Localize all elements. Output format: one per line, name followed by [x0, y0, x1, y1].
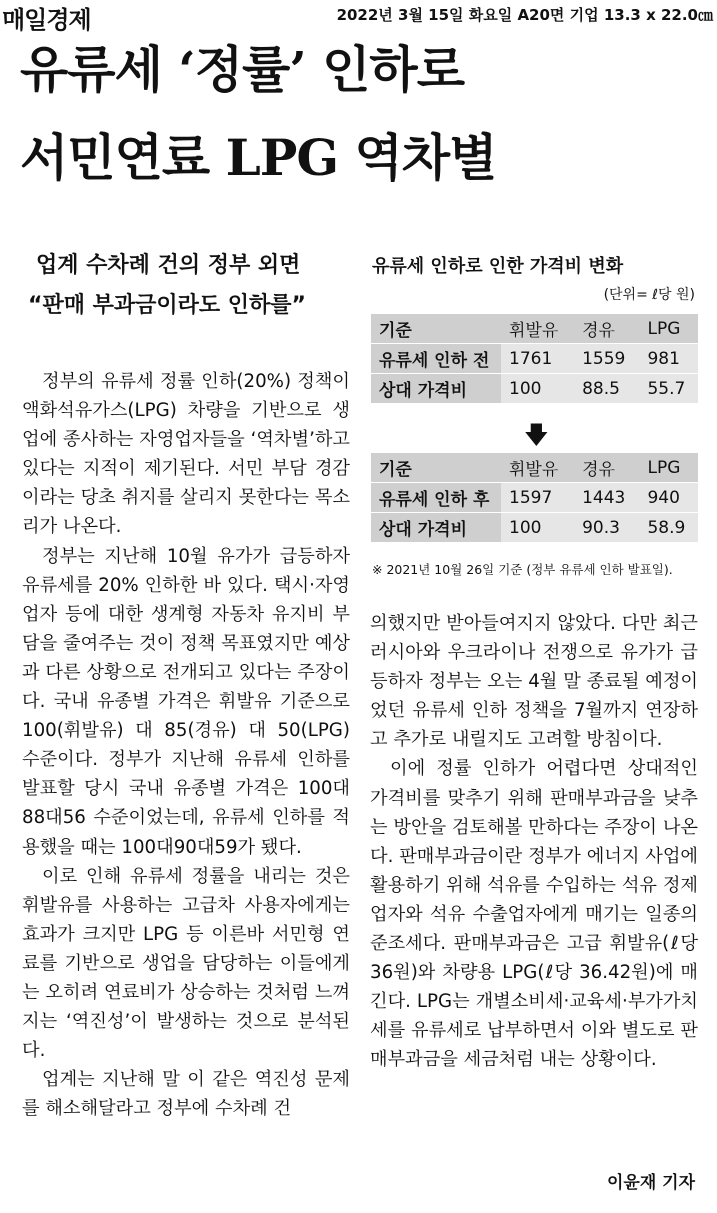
paragraph: 정부의 유류세 정률 인하(20%) 정책이 액화석유가스(LPG) 차량을 기반으로 생업에 종사하는 자영업자들을 ‘역차별’하고 있다는 지적이 제기된다. 서민 부담 경감이라는 당초 취지를 살리지 못한다는 목소리가 나온다. [22, 371, 350, 538]
byline: 이윤재 기자 [606, 1173, 695, 1193]
table-header-cell: 휘발유 [501, 314, 574, 344]
article-column-2 [370, 609, 698, 1075]
table-cell: 상대 가격비 [371, 513, 501, 543]
down-arrow-icon: 🡇 [524, 421, 549, 449]
table-header-cell: 기준 [371, 453, 501, 483]
table-cell: 유류세 인하 후 [371, 483, 501, 513]
table-cell: 1761 [501, 344, 574, 374]
table-cell: 1559 [574, 344, 639, 374]
table-cell: 58.9 [639, 513, 698, 543]
headline-line-1: 유류세 ‘정률’ 인하로 [20, 40, 465, 99]
subheadline-line-1: 업계 수차례 건의 정부 외면 [36, 253, 301, 278]
table-cell: 100 [501, 374, 574, 404]
table-footnote: ※ 2021년 10월 26일 기준 (정부 유류세 인하 발표일). [372, 562, 673, 577]
table-header-row [371, 314, 698, 344]
paragraph: 정부는 지난해 10월 유가가 급등하자 유류세를 20% 인하한 바 있다. 택시·자영업자 등에 대한 생계형 자동차 유지비 부담을 줄여주는 것이 정책 목표였지만 예상과 다른 상황으로 전개되고 있다는 주장이다. 국내 유종별 가격은 휘발유 기준으로 100(휘발유) 대 85(경유) 대 50(LPG) 수준이다. 정부가 지난해 유류세 인하를 발표할 당시 국내 유종별 가격은 100대88대56 수준이었는데, 유류세 인하를 적용했을 때는 100대90대59가 됐다. [22, 545, 350, 858]
article-column-1 [22, 367, 350, 1123]
dateline: 2022년 3월 15일 화요일 A20면 기업 13.3 x 22.0㎝ [336, 6, 713, 24]
sidebar-title: 유류세 인하로 인한 가격비 변화 [372, 256, 624, 277]
paragraph: 의했지만 받아들여지지 않았다. 다만 최근 러시아와 우크라이나 전쟁으로 유가가 급등하자 정부는 오는 4월 말 종료될 예정이었던 유류세 인하 정책을 7월까지 연장하고 추가로 내릴지도 고려할 방침이다. [370, 613, 698, 751]
table-cell: 90.3 [574, 513, 639, 543]
headline-line-2: 서민연료 LPG 역차별 [20, 128, 497, 187]
table-header-cell: 기준 [371, 314, 501, 344]
table-header-cell: 휘발유 [501, 453, 574, 483]
table-cell: 940 [639, 483, 698, 513]
table-header-cell: LPG [639, 453, 698, 483]
paragraph: 업계는 지난해 말 이 같은 역진성 문제를 해소해달라고 정부에 수차례 건 [22, 1069, 350, 1120]
table-cell: 981 [639, 344, 698, 374]
table-cell: 100 [501, 513, 574, 543]
table-row [371, 374, 698, 404]
table-cell: 88.5 [574, 374, 639, 404]
newspaper-masthead: 매일경제 [2, 6, 91, 34]
table-header-cell: 경유 [574, 314, 639, 344]
table-row [371, 344, 698, 374]
price-table-before [371, 314, 698, 404]
table-cell: 유류세 인하 전 [371, 344, 501, 374]
table-cell: 상대 가격비 [371, 374, 501, 404]
table-header-cell: LPG [639, 314, 698, 344]
table-row [371, 513, 698, 543]
table-header-cell: 경유 [574, 453, 639, 483]
table-row [371, 483, 698, 513]
subheadline-line-2: “판매 부과금이라도 인하를” [28, 293, 307, 318]
sidebar-unit: (단위= ℓ당 원) [603, 287, 695, 303]
table-header-row [371, 453, 698, 483]
table-cell: 1443 [574, 483, 639, 513]
paragraph: 이로 인해 유류세 정률을 내리는 것은 휘발유를 사용하는 고급차 사용자에게는 효과가 크지만 LPG 등 이른바 서민형 연료를 기반으로 생업을 담당하는 이들에게는 오히려 연료비가 상승하는 것처럼 느껴지는 ‘역진성’이 발생하는 것으로 분석된다. [22, 865, 350, 1062]
table-cell: 55.7 [639, 374, 698, 404]
price-table-after [371, 453, 698, 543]
table-cell: 1597 [501, 483, 574, 513]
paragraph: 이에 정률 인하가 어렵다면 상대적인 가격비를 맞추기 위해 판매부과금을 낮추는 방안을 검토해볼 만하다는 주장이 나온다. 판매부과금이란 정부가 에너지 사업에 활용하기 위해 석유를 수입하는 석유 정제업자와 석유 수출업자에게 매기는 일종의 준조세다. 판매부과금은 고급 휘발유(ℓ당 36원)와 차량용 LPG(ℓ당 36.42원)에 매긴다. LPG는 개별소비세·교육세·부가가치세를 유류세로 납부하면서 이와 별도로 판매부과금을 세금처럼 내는 상황이다. [370, 758, 698, 1071]
